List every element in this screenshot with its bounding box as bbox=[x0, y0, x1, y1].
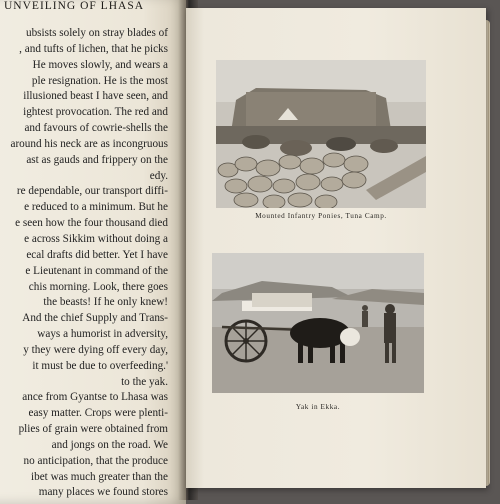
text-line: ance from Gyantse to Lhasa was bbox=[22, 391, 168, 404]
body-text bbox=[0, 26, 168, 501]
text-line: and jongs on the road. We bbox=[51, 438, 168, 451]
text-line: ways a humorist in adversity, bbox=[37, 328, 168, 341]
photo-caption-yak-in-ekka: Yak in Ekka. bbox=[295, 403, 341, 411]
text-line: illusioned beast I have seen, and bbox=[23, 90, 168, 103]
right-page bbox=[186, 8, 486, 488]
text-line: no anticipation, that the produce bbox=[23, 454, 168, 467]
text-line: chis morning. Look, there goes bbox=[28, 280, 168, 293]
text-line: e across Sikkim without doing a bbox=[24, 232, 168, 245]
text-line: e reduced to a minimum. But he bbox=[24, 201, 168, 214]
text-line: e Lieutenant in command of the bbox=[25, 264, 168, 277]
text-line: many places we found stores bbox=[38, 486, 168, 499]
text-line: re dependable, our transport diffi- bbox=[16, 185, 168, 198]
text-line: , and tufts of lichen, that he picks bbox=[19, 42, 168, 55]
text-line: and favours of cowrie-shells the bbox=[24, 122, 168, 135]
text-line: plies of grain were obtained from bbox=[18, 423, 168, 436]
photo-tuna-camp bbox=[216, 60, 426, 208]
text-line: around his neck are as incongruous bbox=[10, 137, 168, 150]
photo-tuna-camp-image bbox=[216, 60, 426, 208]
text-line: ibet was much greater than the bbox=[31, 470, 168, 483]
text-line: y they were dying off every day, bbox=[23, 343, 168, 356]
left-page bbox=[0, 0, 186, 504]
text-line: He moves slowly, and wears a bbox=[32, 58, 168, 71]
text-line: edy. bbox=[149, 169, 168, 182]
photo-caption-tuna-camp: Mounted Infantry Ponies, Tuna Camp. bbox=[255, 212, 387, 220]
text-line: easy matter. Crops were plenti- bbox=[28, 407, 168, 420]
text-line: the beasts! If he only knew! bbox=[43, 296, 168, 309]
text-line: to the yak. bbox=[121, 375, 168, 388]
text-line: ecal drafts did better. Yet I have bbox=[26, 248, 168, 261]
photo-yak-in-ekka bbox=[212, 253, 424, 393]
text-line: it must be due to overfeeding.' bbox=[32, 359, 168, 372]
text-line: ple resignation. He is the most bbox=[31, 74, 168, 87]
text-line: e seen how the four thousand died bbox=[15, 217, 168, 230]
photo-yak-in-ekka-image bbox=[212, 253, 424, 393]
text-line: ast as gauds and frippery on the bbox=[26, 153, 168, 166]
running-head: UNVEILING OF LHASA bbox=[4, 0, 145, 12]
text-line: ubsists solely on stray blades of bbox=[25, 27, 168, 39]
text-line: And the chief Supply and Trans- bbox=[22, 312, 168, 325]
text-line: ightest provocation. The red and bbox=[23, 106, 168, 119]
